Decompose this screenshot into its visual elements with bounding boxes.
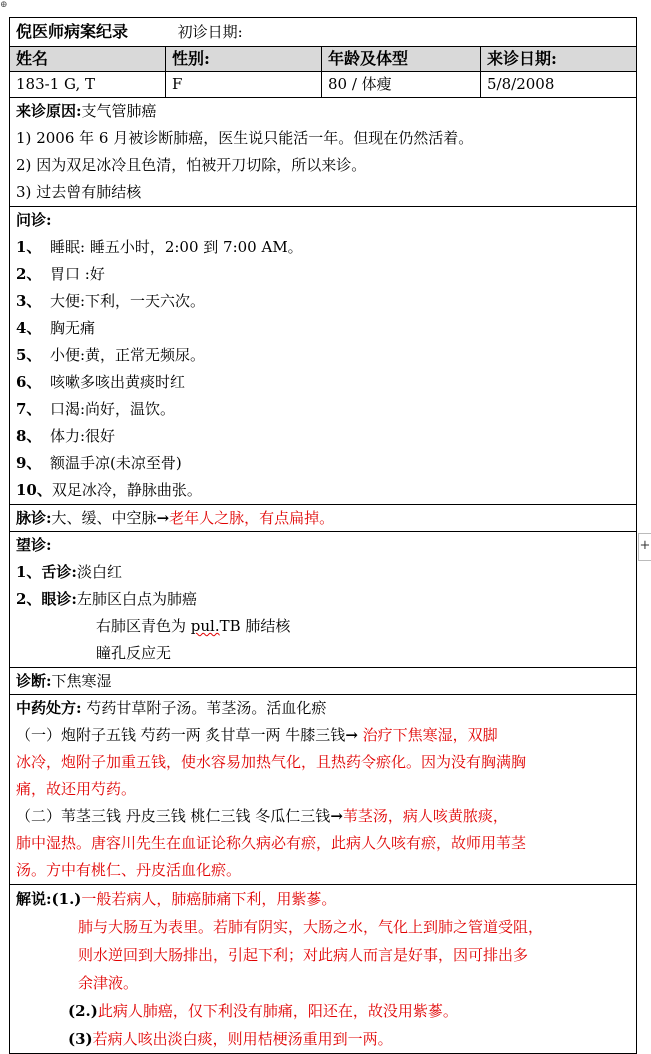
explain-detail: 则水逆回到大肠排出，引起下利；对此病人而言是好事，因可排出多 [78, 946, 529, 964]
explain-text: 此病人肺癌，仅下利没有肺痛，阳还在，故没用紫蔘。 [97, 1002, 458, 1020]
patient-row [10, 72, 637, 98]
inquiry-item: 4、 胸无痛 [16, 319, 96, 337]
gender-header: 性别: [166, 47, 322, 72]
pulse-note: 老年人之脉，有点扁掉。 [169, 509, 335, 527]
add-row-plus-icon[interactable]: + [638, 533, 651, 561]
prescription-note-line: 肺中湿热。唐容川先生在血证论称久病必有瘀，此病人久咳有瘀，故师用苇茎 [16, 834, 527, 852]
visit-date-header: 来诊日期: [481, 47, 637, 72]
eye-value-1: 左肺区白点为肺癌 [76, 590, 197, 608]
tongue-label: 1、舌诊: [16, 563, 77, 581]
reason-section [10, 98, 637, 207]
age-header: 年龄及体型 [322, 47, 481, 72]
observe-section [10, 532, 637, 668]
title-row [10, 18, 637, 47]
arrow-icon: → [345, 726, 358, 744]
eye-label: 2、眼诊: [16, 590, 77, 608]
diagnosis-label: 诊断: [16, 672, 52, 690]
inquiry-item: 2、 胃口 :好 [16, 265, 105, 283]
prescription-item-2: （二）苇茎三钱 丹皮三钱 桃仁三钱 冬瓜仁三钱→苇茎汤，病人咳黄脓痰， [16, 807, 508, 825]
eye-value-3: 瞳孔反应无 [96, 644, 172, 662]
prescription-label: 中药处方: [16, 699, 82, 717]
observe-label: 望诊: [16, 536, 52, 554]
prescription-note-line: 冰冷，炮附子加重五钱，使水容易加热气化，且热药令瘀化。因为没有胸满胸 [16, 753, 527, 771]
pulse-value: 大、缓、中空脉 [51, 509, 157, 527]
explain-num: (1.) [51, 890, 82, 908]
tongue-value: 淡白红 [76, 563, 122, 581]
case-record-document [9, 17, 636, 1054]
pulse-label: 脉诊: [16, 509, 52, 527]
patient-gender: F [166, 72, 322, 98]
reason-item: 2) 因为双足冰冷且色清，怕被开刀切除，所以来诊。 [16, 156, 367, 174]
inquiry-item: 5、 小便:黄，正常无频尿。 [16, 346, 206, 364]
reason-item: 1) 2006 年 6 月被诊断肺癌，医生说只能活一年。但现在仍然活着。 [16, 129, 474, 147]
record-title: 倪医师病案纪录 [16, 22, 129, 41]
reason-label: 来诊原因: [16, 102, 82, 120]
explain-label: 解说: [16, 890, 52, 908]
inquiry-label: 问诊: [16, 211, 52, 229]
diagnosis-value: 下焦寒湿 [51, 672, 112, 690]
pulse-section [10, 505, 637, 532]
explain-text: 一般若病人，肺癌肺痛下利，用紫蔘。 [81, 890, 337, 908]
prescription-item-1: （一）炮附子五钱 芍药一两 炙甘草一两 牛膝三钱→ 治疗下焦寒湿，双脚 [16, 726, 498, 744]
inquiry-item: 6、 咳嗽多咳出黄痰时红 [16, 373, 186, 391]
arrow-icon: → [156, 509, 170, 527]
visit-date: 5/8/2008 [481, 72, 637, 98]
inquiry-section [10, 207, 637, 505]
case-record-table [9, 17, 637, 1054]
explain-num: (2.) [68, 1002, 98, 1020]
inquiry-item: 1、 睡眠: 睡五小时，2:00 到 7:00 AM。 [16, 238, 303, 256]
arrow-icon: → [330, 807, 343, 825]
explain-section [10, 885, 637, 1054]
explain-detail: 余津液。 [78, 974, 139, 992]
first-visit-label: 初诊日期: [177, 23, 243, 41]
diagnosis-section [10, 668, 637, 695]
reason-value: 支气管肺癌 [81, 102, 157, 120]
prescription-value: 芍药甘草附子汤。苇茎汤。活血化瘀 [81, 699, 327, 717]
inquiry-item: 9、 额温手凉(未凉至骨) [16, 454, 182, 472]
name-header: 姓名 [10, 47, 166, 72]
prescription-note-line: 痛，故还用芍药。 [16, 780, 137, 798]
eye-value-2: 右肺区青色为 pul.TB 肺结核 [96, 617, 291, 635]
header-row [10, 47, 637, 72]
inquiry-item: 8、 体力:很好 [16, 427, 116, 445]
explain-detail: 肺与大肠互为表里。若肺有阴实，大肠之水，气化上到肺之管道受阻， [78, 918, 544, 936]
explain-num: (3) [68, 1030, 93, 1048]
patient-age: 80 / 体瘦 [322, 72, 481, 98]
inquiry-item: 7、 口渴:尚好，温饮。 [16, 400, 176, 418]
explain-text: 若病人咳出淡白痰，则用桔梗汤重用到一两。 [92, 1030, 393, 1048]
corner-mark: ⊕ [0, 0, 8, 10]
prescription-note-line: 汤。方中有桃仁、丹皮活血化瘀。 [16, 861, 242, 879]
prescription-section [10, 695, 637, 885]
inquiry-item: 10、双足冰冷，静脉曲张。 [16, 481, 202, 499]
patient-name: 183-1 G, T [10, 72, 166, 98]
inquiry-item: 3、 大便:下利，一天六次。 [16, 292, 206, 310]
reason-item: 3) 过去曾有肺结核 [16, 183, 142, 201]
